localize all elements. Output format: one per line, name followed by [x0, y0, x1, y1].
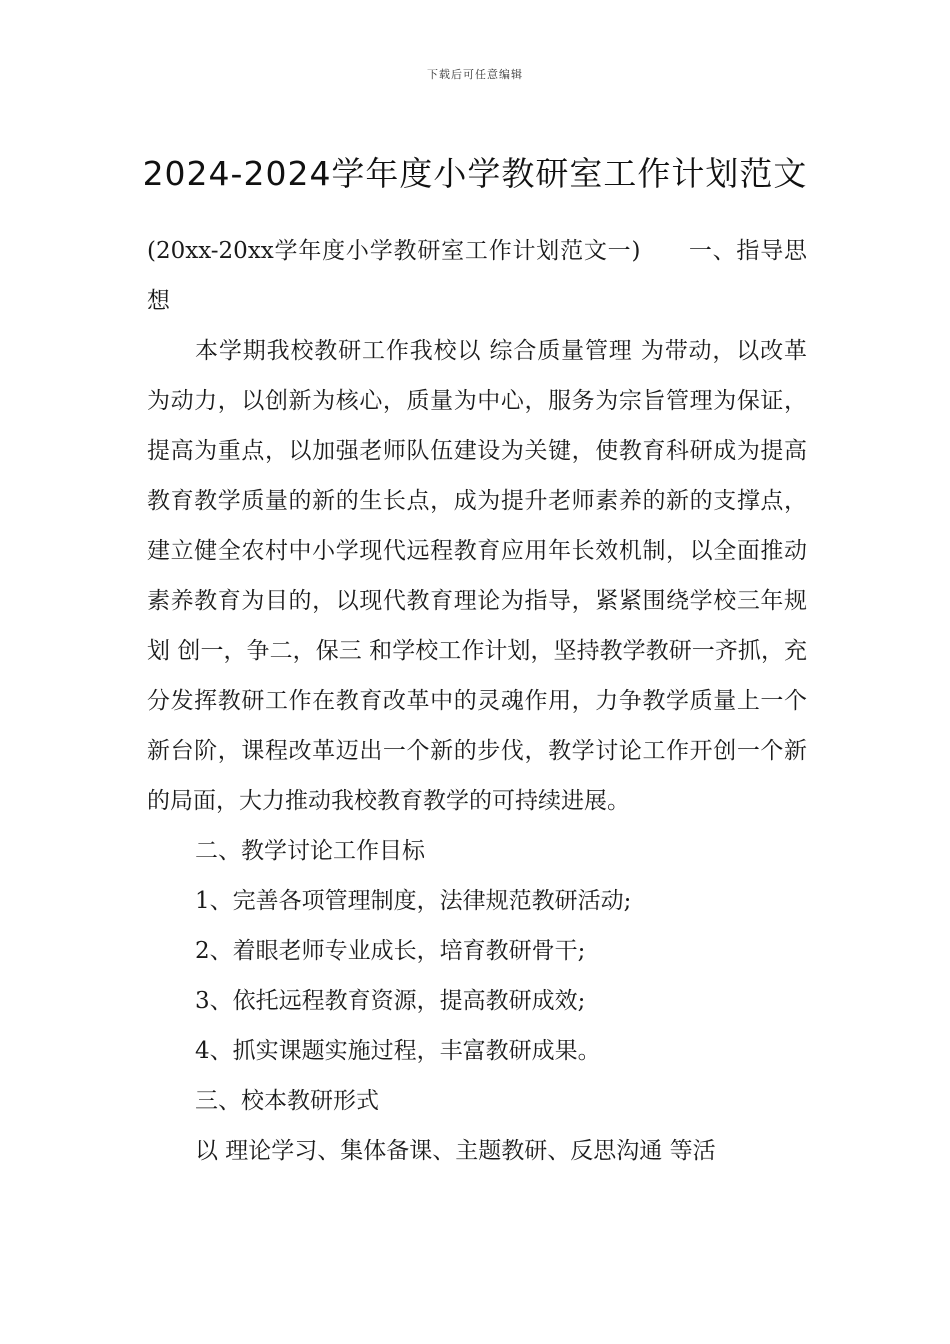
- goal-item: 2、着眼老师专业成长，培育教研骨干;: [195, 938, 586, 964]
- goal-item: 4、抓实课题实施过程，丰富教研成果。: [195, 1038, 601, 1064]
- goal-item: 3、依托远程教育资源，提高教研成效;: [195, 988, 586, 1014]
- paragraph-forms: 以 理论学习、集体备课、主题教研、反思沟通 等活: [195, 1138, 716, 1164]
- goal-item: 1、完善各项管理制度，法律规范教研活动;: [195, 888, 632, 914]
- document-body: [147, 226, 807, 1176]
- section-heading-goals: 二、教学讨论工作目标: [195, 838, 425, 864]
- section-heading-forms: 三、校本教研形式: [195, 1088, 379, 1114]
- header-note: 下载后可任意编辑: [427, 68, 523, 81]
- intro-line: (20xx-20xx学年度小学教研室工作计划范文一) 一、指导思想: [147, 238, 807, 314]
- document-title: 2024-2024学年度小学教研室工作计划范文: [142, 154, 808, 194]
- paragraph-guiding-ideology: 本学期我校教研工作我校以 综合质量管理 为带动，以改革为动力，以创新为核心，质量为中心，服务为宗旨管理为保证，提高为重点，以加强老师队伍建设为关键，使教育科研成为提高教育教学质量的新的生长点，成为提升老师素养的新的支撑点，建立健全农村中小学现代远程教育应用年长效机制，以全面推动素养教育为目的，以现代教育理论为指导，紧紧围绕学校三年规划 创一，争二，保三 和学校工作计划，坚持教学教研一齐抓，充分发挥教研工作在教育改革中的灵魂作用，力争教学质量上一个新台阶，课程改革迈出一个新的步伐，教学讨论工作开创一个新的局面，大力推动我校教育教学的可持续进展。: [147, 338, 807, 814]
